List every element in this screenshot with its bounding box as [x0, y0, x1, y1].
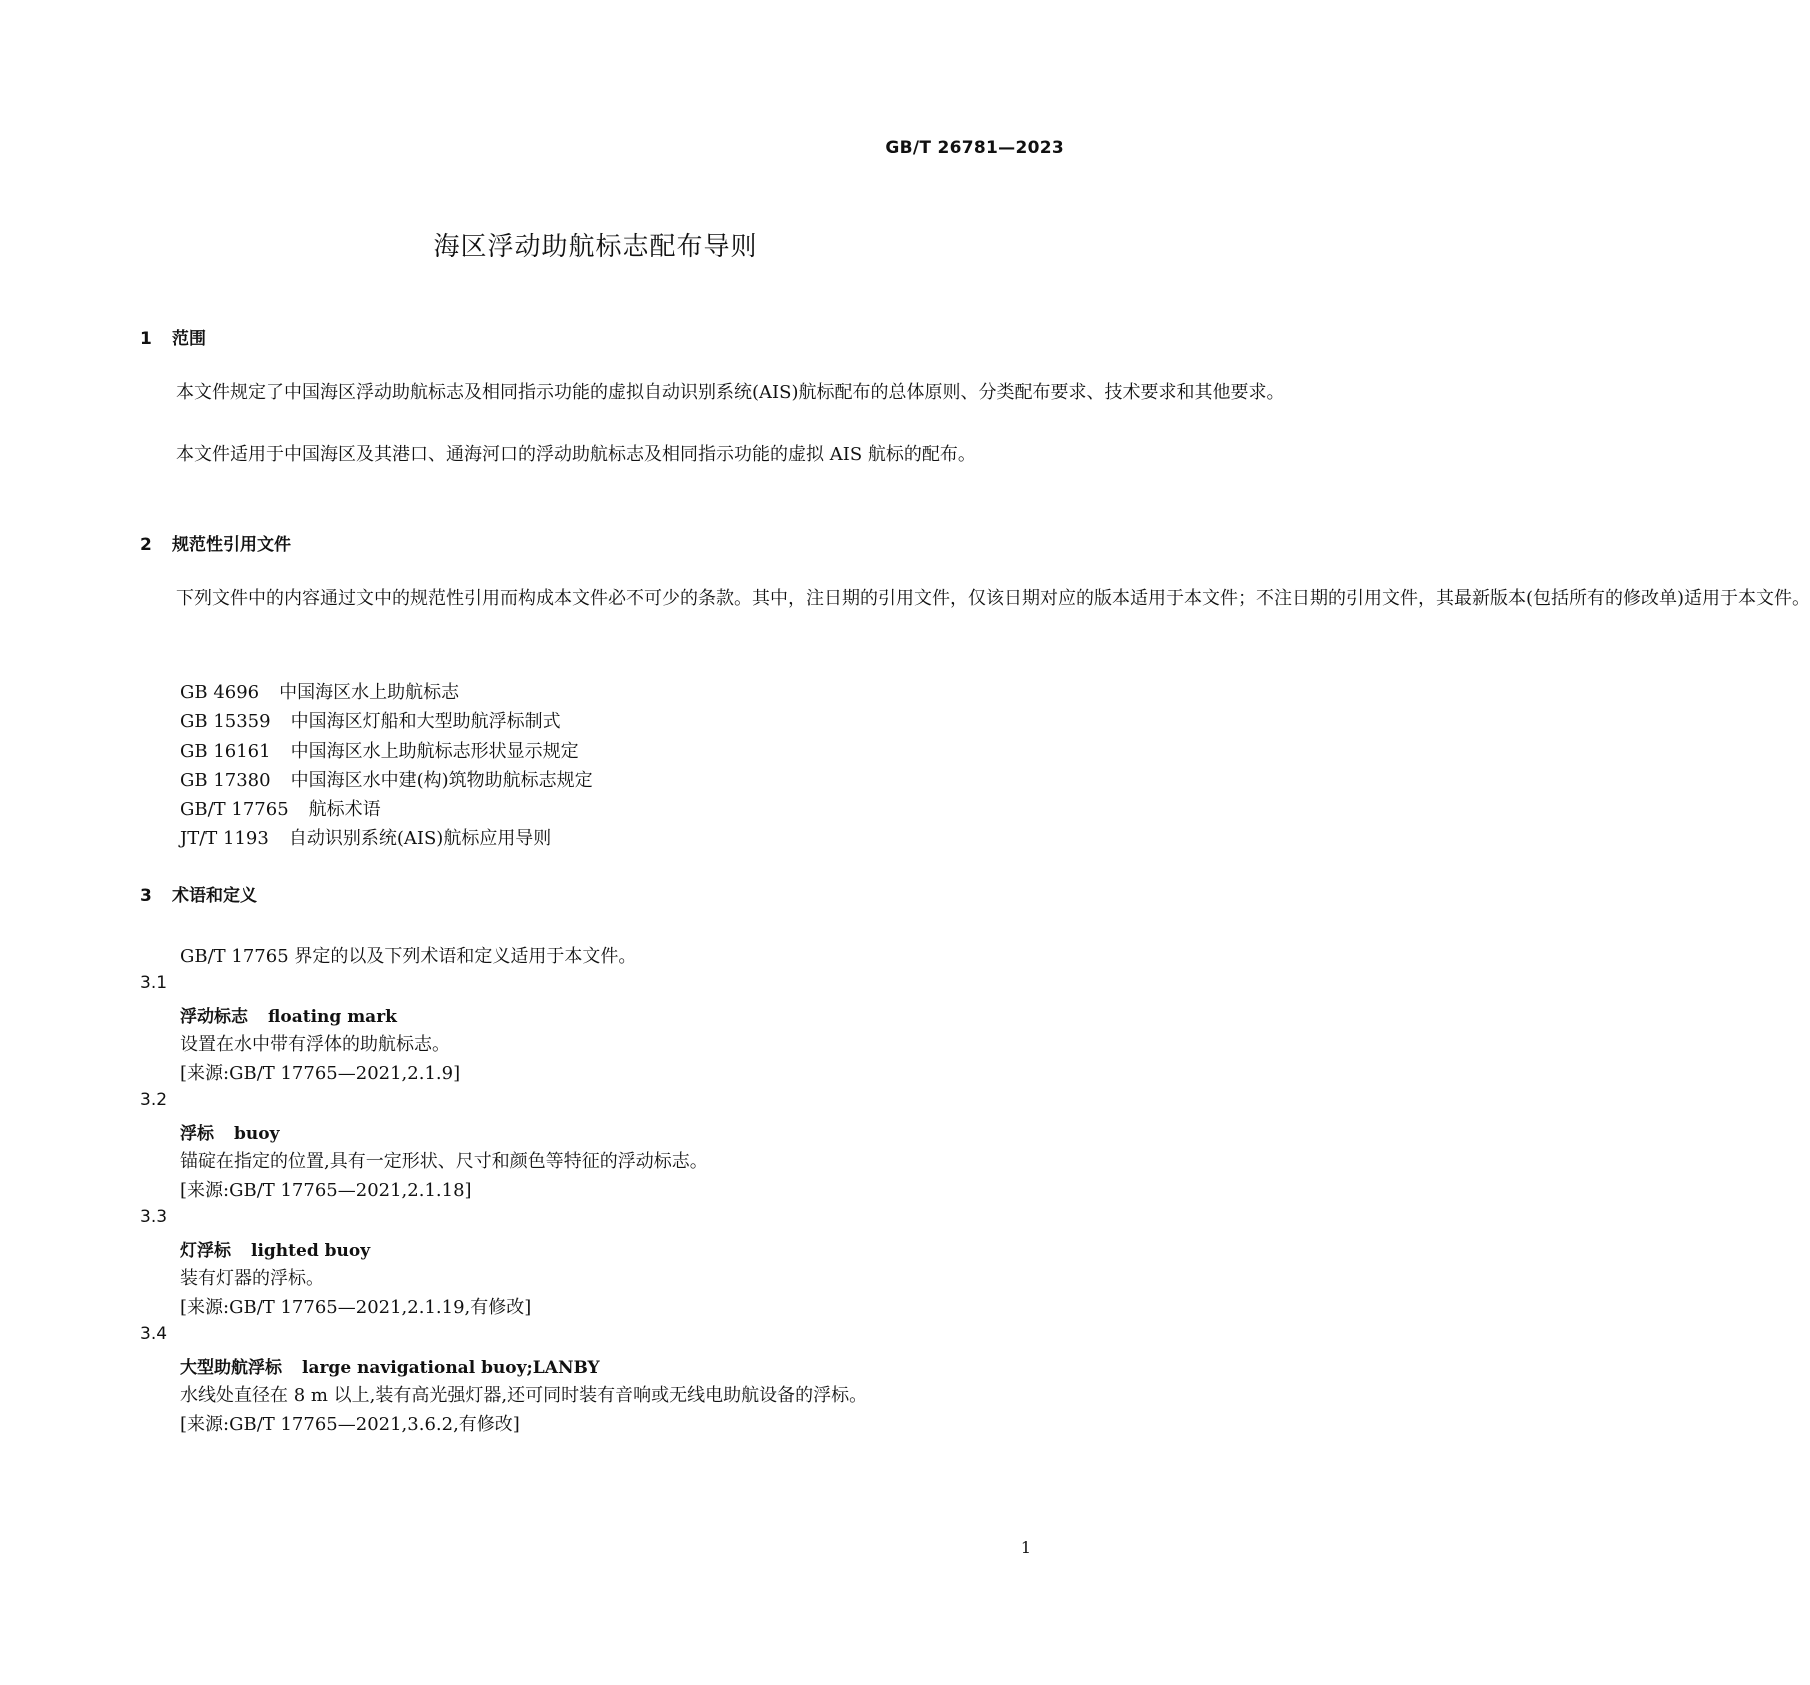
section-title: 规范性引用文件 [172, 535, 291, 555]
term-entry [180, 1353, 600, 1378]
paragraph: 下列文件中的内容通过文中的规范性引用而构成本文件必不可少的条款。其中，注日期的引用文件，仅该日期对应的版本适用于本文件；不注日期的引用文件，其最新版本(包括所有的修改单)适用于本文件。 [176, 588, 1810, 609]
section-heading-normative-references [140, 530, 291, 555]
term-entry [180, 1119, 279, 1144]
reference-title: 中国海区水中建(构)筑物助航标志规定 [290, 770, 593, 791]
term-number: 3.4 [140, 1324, 168, 1344]
terms-intro: GB/T 17765 界定的以及下列术语和定义适用于本文件。 [180, 946, 637, 967]
reference-item [180, 678, 459, 704]
reference-title: 中国海区水上助航标志 [279, 682, 460, 703]
reference-item [180, 707, 561, 733]
term-chinese: 大型助航浮标 [180, 1358, 282, 1378]
reference-code: GB 4696 [180, 682, 260, 703]
section-title: 术语和定义 [172, 886, 257, 906]
term-english: large navigational buoy;LANBY [302, 1358, 600, 1378]
reference-code: GB 16161 [180, 741, 271, 762]
term-definition: 锚碇在指定的位置,具有一定形状、尺寸和颜色等特征的浮动标志。 [180, 1151, 708, 1172]
term-chinese: 浮动标志 [180, 1007, 248, 1027]
term-english: lighted buoy [251, 1241, 371, 1261]
term-source: [来源:GB/T 17765—2021,2.1.9] [180, 1063, 461, 1084]
term-number: 3.1 [140, 973, 168, 993]
standard-number: GB/T 26781—2023 [885, 138, 1064, 158]
reference-title: 自动识别系统(AIS)航标应用导则 [288, 828, 552, 849]
term-definition: 水线处直径在 8 m 以上,装有高光强灯器,还可同时装有音响或无线电助航设备的浮标。 [180, 1385, 868, 1406]
term-source: [来源:GB/T 17765—2021,3.6.2,有修改] [180, 1414, 520, 1435]
term-number: 3.2 [140, 1090, 168, 1110]
paragraph: 本文件规定了中国海区浮动助航标志及相同指示功能的虚拟自动识别系统(AIS)航标配布的总体原则、分类配布要求、技术要求和其他要求。 [176, 382, 1285, 403]
term-english: buoy [234, 1124, 280, 1144]
reference-item [180, 737, 579, 763]
paragraph: 本文件适用于中国海区及其港口、通海河口的浮动助航标志及相同指示功能的虚拟 AIS 航标的配布。 [176, 444, 976, 465]
section-number: 1 [140, 329, 152, 349]
reference-title: 航标术语 [308, 799, 381, 820]
reference-item [180, 795, 381, 821]
term-english: floating mark [268, 1007, 397, 1027]
term-number: 3.3 [140, 1207, 168, 1227]
section-number: 3 [140, 886, 152, 906]
reference-item [180, 766, 593, 792]
term-chinese: 灯浮标 [180, 1241, 231, 1261]
term-definition: 设置在水中带有浮体的助航标志。 [180, 1034, 450, 1055]
reference-code: GB/T 17765 [180, 799, 289, 820]
reference-title: 中国海区水上助航标志形状显示规定 [290, 741, 579, 762]
reference-item [180, 824, 551, 850]
page-number: 1 [1020, 1538, 1031, 1557]
document-title: 海区浮动助航标志配布导则 [433, 232, 758, 262]
term-definition: 装有灯器的浮标。 [180, 1268, 324, 1289]
term-source: [来源:GB/T 17765—2021,2.1.19,有修改] [180, 1297, 532, 1318]
term-source: [来源:GB/T 17765—2021,2.1.18] [180, 1180, 472, 1201]
term-entry [180, 1002, 397, 1027]
section-number: 2 [140, 535, 152, 555]
term-chinese: 浮标 [180, 1124, 214, 1144]
section-heading-scope [140, 324, 206, 349]
section-title: 范围 [172, 329, 206, 349]
reference-code: GB 17380 [180, 770, 271, 791]
reference-code: GB 15359 [180, 711, 271, 732]
section-heading-terms-and-definitions [140, 881, 257, 906]
reference-title: 中国海区灯船和大型助航浮标制式 [290, 711, 561, 732]
reference-code: JT/T 1193 [180, 828, 269, 849]
term-entry [180, 1236, 370, 1261]
